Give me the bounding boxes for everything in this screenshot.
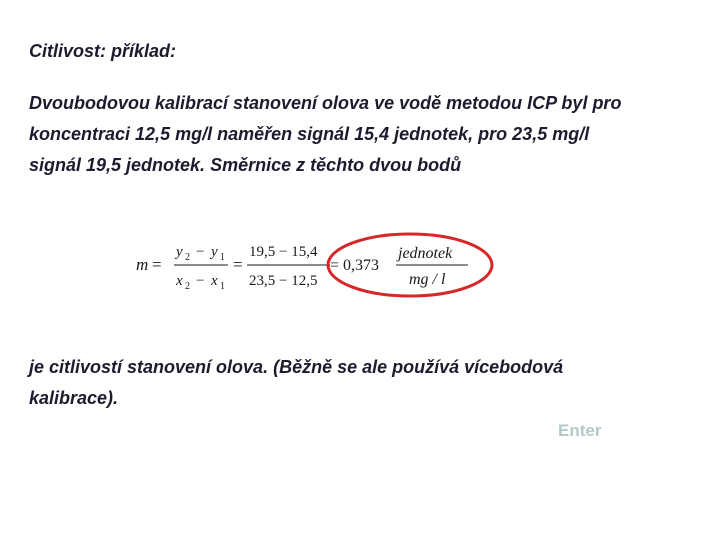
formula-unit-denominator: mg / l xyxy=(409,271,446,288)
problem-text xyxy=(29,88,709,181)
problem-text-line: koncentraci 12,5 mg/l naměřen signál 15,4 jednotek, pro 23,5 mg/l xyxy=(29,124,590,144)
formula-result: = 0,373 xyxy=(330,257,380,274)
conclusion-text-line: je citlivostí stanovení olova. (Běžně se ale používá vícebodová xyxy=(29,357,564,377)
formula-minus: − xyxy=(196,273,205,289)
problem-text-line: signál 19,5 jednotek. Směrnice z těchto dvou bodů xyxy=(29,155,462,175)
formula-y1: y xyxy=(211,244,218,260)
problem-text-line: Dvoubodovou kalibrací stanovení olova ve vodě metodou ICP byl pro xyxy=(29,93,622,113)
enter-button[interactable]: Enter xyxy=(558,421,602,440)
conclusion-text-line: kalibrace). xyxy=(29,388,119,408)
formula-x2: x xyxy=(176,273,183,289)
formula-x1: x xyxy=(211,273,218,289)
conclusion-text xyxy=(29,352,709,414)
formula-sub: 1 xyxy=(220,281,225,292)
formula-equals: = xyxy=(152,255,162,274)
formula-minus: − xyxy=(196,244,205,260)
slide-heading: Citlivost: příklad: xyxy=(29,41,177,61)
formula-sub: 2 xyxy=(185,252,190,263)
formula-y2: y xyxy=(176,244,183,260)
slope-formula xyxy=(130,228,500,298)
formula-equals: = xyxy=(233,255,243,274)
formula-lhs: m xyxy=(136,255,149,274)
formula-unit-numerator: jednotek xyxy=(398,245,453,262)
formula-sub: 1 xyxy=(220,252,225,263)
formula-numerator-values: 19,5 − 15,4 xyxy=(249,244,318,260)
formula-denominator-values: 23,5 − 12,5 xyxy=(249,273,318,289)
formula-sub: 2 xyxy=(185,281,190,292)
